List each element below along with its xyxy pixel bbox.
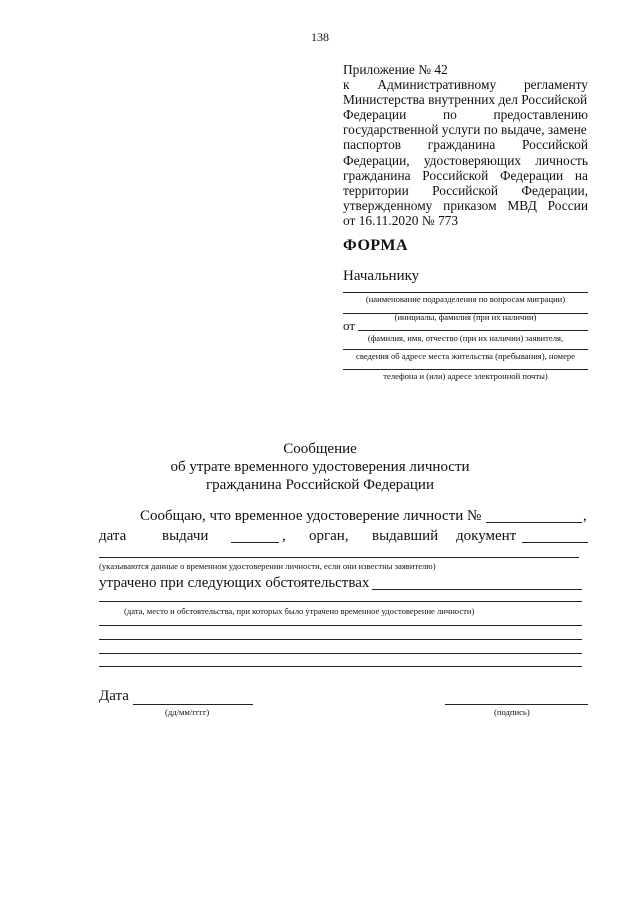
appendix-line: от 16.11.2020 № 773: [343, 212, 459, 228]
issue-word: выдачи: [162, 528, 209, 544]
appendix-line: государственной услуги по выдаче, замене: [343, 122, 587, 138]
line1-comma: ,: [583, 508, 587, 524]
report-text: Сообщаю, что временное удостоверение личности №: [140, 508, 482, 524]
appendix-line: гражданина Российской Федерации на: [343, 167, 588, 183]
id-data-caption: (указываются данные о временном удостоверении личности, если они известны заявителю): [99, 561, 436, 571]
circumstances-field-line-1[interactable]: [372, 589, 582, 590]
issue-date-field-line[interactable]: [231, 542, 279, 543]
title-line-2: об утрате временного удостоверения личности: [170, 459, 470, 475]
date-caption: (дд/мм/гггг): [165, 707, 210, 717]
appendix-line: утвержденному приказом МВД России: [343, 197, 588, 213]
signature-field-line[interactable]: [445, 704, 588, 705]
circumstances-caption: (дата, место и обстоятельства, при которых было утрачено временное удостоверение личности): [124, 606, 475, 616]
circumstances-field-line-2[interactable]: [99, 601, 582, 602]
circumstances-field-line-3[interactable]: [99, 625, 582, 626]
date-field-line[interactable]: [133, 704, 253, 705]
form-label: ФОРМА: [343, 237, 409, 254]
authority-word: орган,: [309, 528, 349, 544]
addressee-to: Начальнику: [343, 268, 420, 284]
appendix-line: к Административному регламенту: [343, 77, 588, 93]
appendix-line: Федерации по предоставлению: [343, 107, 588, 123]
appendix-line: территории Российской Федерации,: [343, 182, 588, 198]
document-word: документ: [456, 528, 517, 544]
address-caption: сведения об адресе места жительства (пребывания), номере: [356, 351, 575, 361]
contact-caption: телефона и (или) адресе электронной почты): [383, 371, 548, 381]
applicant-field-line[interactable]: [358, 330, 588, 331]
appendix-block: [343, 62, 588, 228]
contact-field-line[interactable]: [343, 369, 588, 370]
circumstances-field-line-5[interactable]: [99, 653, 582, 654]
appendix-line: Министерства внутренних дел Российской: [343, 92, 588, 108]
address-field-line[interactable]: [343, 349, 588, 350]
from-label: от: [343, 318, 356, 333]
title-line-3: гражданина Российской Федерации: [206, 477, 434, 493]
appendix-line: паспортов гражданина Российской: [343, 137, 588, 153]
appendix-line: Приложение № 42: [343, 62, 448, 77]
title-line-1: Сообщение: [283, 441, 357, 457]
authority-field-line[interactable]: [522, 542, 588, 543]
circumstances-field-line-4[interactable]: [99, 639, 582, 640]
appendix-line: Федерации, удостоверяющих личность: [343, 152, 588, 168]
date-label: Дата: [99, 688, 129, 704]
line2-comma: ,: [282, 528, 286, 544]
lost-under-text: утрачено при следующих обстоятельствах: [99, 575, 370, 591]
id-data-field-line[interactable]: [99, 557, 579, 558]
signature-caption: (подпись): [494, 707, 530, 717]
unit-field-line[interactable]: [343, 292, 588, 293]
page-number: 138: [311, 30, 329, 44]
id-number-field-line[interactable]: [486, 522, 582, 523]
issue-date-word: дата: [99, 528, 127, 544]
circumstances-field-line-6[interactable]: [99, 666, 582, 667]
initials-caption: (инициалы, фамилия (при их наличии): [394, 312, 537, 322]
issued-word: выдавший: [372, 528, 439, 544]
unit-caption: (наименование подразделения по вопросам миграции): [365, 294, 566, 304]
applicant-caption: (фамилия, имя, отчество (при их наличии) заявителя,: [367, 333, 564, 343]
